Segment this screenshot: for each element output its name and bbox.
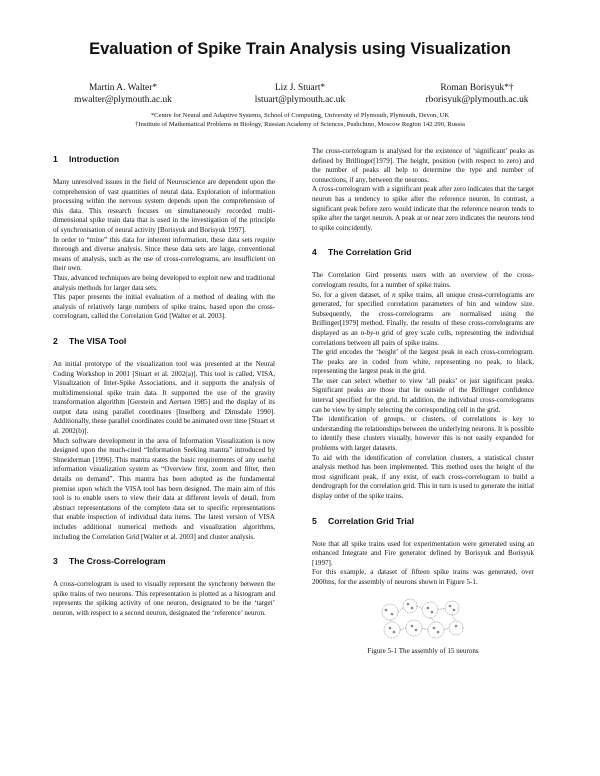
section-heading-cross-correlogram: 3 The Cross-Correlogram <box>53 556 166 567</box>
grid-paragraph-5: The identification of groups, or clusters, of correlations is key to understanding the relationships between the underlying neurons. It is possible to identify these clusters visually, however this is not easily expanded for problems with larger datasets. <box>312 415 534 453</box>
grid-paragraph-4: The user can select whether to view ‘all peaks’ or just significant peaks. Significant peaks are those that lie outside of the Brillinger confidence interval specified for the grid. In addition, the individual cross-correlograms can be view by simply selecting the corresponding cell in the grid. <box>312 376 534 414</box>
figure-neuron-assembly <box>312 596 534 656</box>
grid-paragraph-2: So, for a given dataset, of n spike trains, all unique cross-correlograms are generated, for specified correlation parameters of bin and window size. Subsequently, the cross-correlograms are normalised using the Brillinger[1979] method. Finally, the results of these cross-correlograms are displayed as an n-by-n grid of grey scale cells, representing the individual correlations between all pairs of spike trains. <box>312 290 534 347</box>
intro-paragraph-3: Thus, advanced techniques are being developed to exploit new and traditional analysis methods for larger data sets. <box>53 273 275 292</box>
author-name: Liz J. Stuart* <box>274 83 326 93</box>
figure-caption: Figure 5-1 The assembly of 15 neurons <box>367 647 479 656</box>
left-column <box>53 148 275 619</box>
author-email: mwalter@plymouth.ac.uk <box>74 95 172 105</box>
section-heading-introduction: 1 Introduction <box>53 154 120 164</box>
author-email: lstuart@plymouth.ac.uk <box>254 95 346 105</box>
section-heading-correlation-grid: 4 The Correlation Grid <box>312 247 412 258</box>
grid-paragraph-1: The Correlation Gird presents users with an overview of the cross-correlogram results, for a number of spike trains. <box>312 271 534 289</box>
cross-paragraph-1: A cross-correlogram is used to visually represent the synchrony between the spike trains of two neurons. This representation is plotted as a histogram and represents the spiking activity of one neuron, designated to be the ‘target’ neuron, with respect to a second neuron, designated the ‘reference’ neuron. <box>53 580 275 617</box>
intro-paragraph-1: Many unresolved issues in the field of Neuroscience are dependent upon the comprehension of vast quantities of neural data. Exploration of information processing within the nervous system depends upon the comprehension of this data. This research focuses on simultaneously recorded multi-dimensional spike train data that is used in the investigation of the principle of synchronisation of neural activity [Borisyuk and Borisyuk 1997]. <box>53 178 275 234</box>
author-name: Martin A. Walter* <box>88 83 158 93</box>
neuron-assembly-diagram <box>312 596 534 644</box>
author-1 <box>38 82 208 106</box>
author-email: rborisyuk@plymouth.ac.uk <box>425 95 529 105</box>
affiliation-1: *Centre for Neural and Adaptive Systems, School of Computing, University of Plymouth, Plymouth, Devon, UK <box>150 112 450 119</box>
visa-paragraph-1: An initial prototype of the visualization tool was presented at the Neural Coding Workshop in 2001 [Stuart et al. 2002(a)]. This tool is called, VISA, Visualization of Inter-Spike Associations, and it supports the analysis of multidimensional spike train data. It supported the use of the gravity transformation algorithm [Gerstein and Aertsen 1985] and the display of its output data using parallel coordinates [Inselberg and Dimsdale 1990]. Additionally, these parallel coordinates could be animated over time [Stuart et al. 2002(b)]. <box>53 359 275 436</box>
trial-paragraph-2: For this example, a dataset of fifteen spike trains was generated, over 2000ms, for the assembly of neurons shown in Figure 5-1. <box>312 568 534 586</box>
affiliation-2: †Institute of Mathematical Problems in Biology, Russian Academy of Sciences, Pushchino, Moscow Region 142 290, Russia <box>135 121 465 128</box>
section-heading-correlation-grid-trial: 5 Correlation Grid Trial <box>312 515 414 526</box>
intro-paragraph-2: In order to “mine” this data for inherent information, these data sets require thorough and diverse analysis. Since these data sets are large, conventional means of analysis, such as the use of cross-correlograms, are insufficient on their own. <box>53 235 275 273</box>
paper-title: Evaluation of Spike Train Analysis using Visualization <box>89 40 511 58</box>
cross-paragraph-3: A cross-correlogram with a significant peak after zero indicates that the target neuron has a tendency to spike after the reference neuron. In contrast, a significant peak before zero would indicate that the reference neuron tends to spike after the target neuron. A peak at or near zero indicates the neurons tend to spike coincidently. <box>312 185 534 232</box>
grid-paragraph-6: To aid with the identification of correlation clusters, a statistical cluster analysis method has been implemented. This method uses the height of the most significant peak, if any exist, of each cross-correlogram to build a dendrograph for the correlation grid. This in turn is used to generate the initial display order of the spike trains. <box>312 453 534 500</box>
author-3 <box>392 82 562 106</box>
trial-paragraph-1: Note that all spike trains used for experimentation were generated using an enhanced Integrate and Fire generator defined by Borisyuk and Borisyuk [1997]. <box>312 539 534 567</box>
section-heading-visa-tool: 2 The VISA Tool <box>53 335 127 346</box>
right-column <box>312 147 534 656</box>
intro-paragraph-4: This paper presents the initial evaluation of a method of dealing with the analysis of relatively large numbers of spike trains, based upon the cross-correlogram, called the Correlation Grid [Walter et al. 2003]. <box>53 293 275 321</box>
visa-paragraph-2: Much software development in the area of Information Visualization is now designed upon the much-cited “Information Seeking mantra” introduced by Shneiderman [1996]. This mantra states the basic requirements of any useful information visualization system as “Overview first, zoom and filter, then details on demand”. This mantra has been adopted as the fundamental premise upon which the VISA tool has been designed. The main aim of this tool is to enable users to view their data at different levels of detail, from abstract representations of the complete data set to specific representations that enable inspection of individual data items. The latest version of VISA includes additional numerical methods and visualization algorithms, including the Correlation Grid [Walter et al. 2003] and cluster analysis. <box>53 436 275 541</box>
grid-paragraph-3: The grid encodes the ‘height’ of the largest peak in each cross-correlogram. The peaks are in coded from white, representing no peak, to black, representing the largest peak in the grid. <box>312 348 534 376</box>
author-block <box>38 82 562 106</box>
author-name: Roman Borisyuk*† <box>440 83 514 93</box>
author-2 <box>215 82 385 106</box>
cross-paragraph-2: The cross-correlogram is analysed for the existence of ‘significant’ peaks as defined by Brillinger[1979]. The height, position (with respect to zero) and the number of peaks all help to determine the type and number of connections, if any, between the neurons. <box>312 147 534 184</box>
